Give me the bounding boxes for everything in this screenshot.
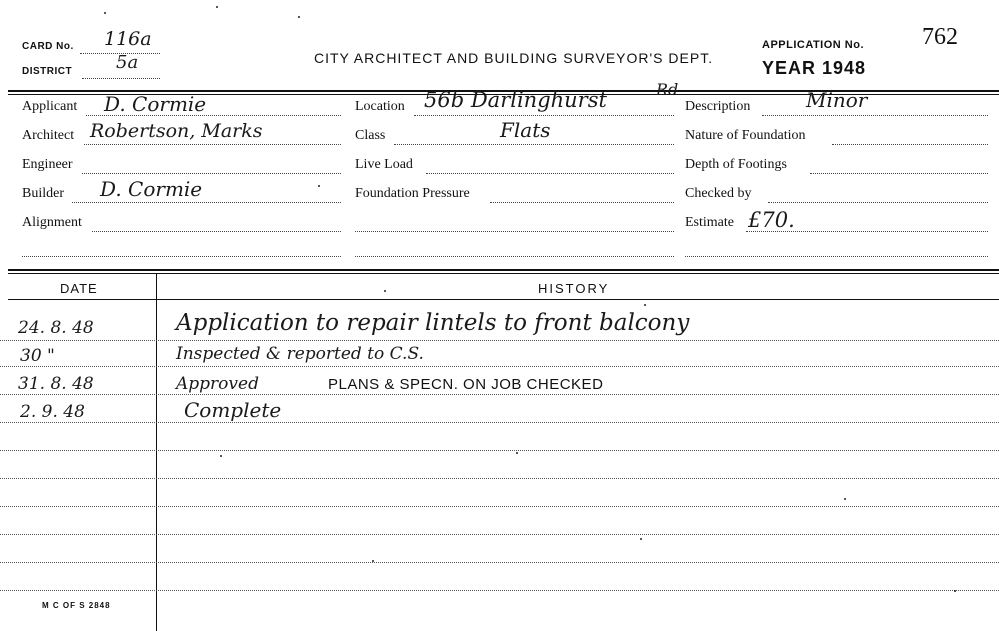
alignment-label: Alignment [22, 215, 82, 230]
estimate-label: Estimate [685, 215, 734, 230]
checked-by-line [768, 202, 988, 203]
ruled-line [0, 340, 999, 341]
location-extra: Rd [656, 80, 679, 99]
col2-extra-line-2 [355, 256, 674, 257]
row-4-date: 2. 9. 48 [20, 402, 85, 422]
foundation-pressure-line [490, 202, 674, 203]
form-code: M C OF S 2848 [42, 601, 111, 610]
class-label: Class [355, 128, 386, 143]
row-3-date: 31. 8. 48 [18, 374, 94, 394]
ruled-line [0, 562, 999, 563]
col3-extra-line [685, 256, 988, 257]
ruled-line [0, 394, 999, 395]
plans-checked-stamp: PLANS & SPECN. ON JOB CHECKED [328, 376, 604, 393]
scan-speck [216, 6, 218, 8]
ruled-line [0, 478, 999, 479]
application-number-value: 762 [922, 24, 958, 50]
district-value: 5a [116, 52, 139, 73]
row-2-date: 30 " [20, 346, 55, 366]
description-line [762, 115, 988, 116]
ruled-line [0, 450, 999, 451]
scan-speck [384, 290, 386, 292]
scan-speck [104, 12, 106, 14]
row-1-history: Application to repair lintels to front balcony [176, 310, 690, 336]
architect-label: Architect [22, 128, 75, 143]
architect-value: Robertson, Marks [90, 120, 263, 142]
alignment-line [92, 231, 341, 232]
live-load-label: Live Load [355, 157, 413, 172]
class-value: Flats [500, 118, 551, 142]
date-column-header: DATE [60, 281, 98, 296]
architect-line [84, 144, 341, 145]
checked-by-label: Checked by [685, 186, 752, 201]
location-label: Location [355, 99, 405, 114]
card-number-value: 116a [104, 28, 152, 50]
ruled-line [0, 366, 999, 367]
applicant-value: D. Cormie [104, 92, 207, 116]
applicant-label: Applicant [22, 99, 78, 114]
col2-extra-line-1 [355, 231, 674, 232]
scan-speck [318, 185, 320, 187]
engineer-line [82, 173, 341, 174]
class-line [394, 144, 674, 145]
scan-speck [954, 590, 956, 592]
scan-speck [372, 560, 374, 562]
builder-line [72, 202, 341, 203]
scan-speck [644, 304, 646, 306]
row-3-history: Approved [176, 374, 259, 394]
row-4-history: Complete [184, 398, 282, 422]
ruled-line [0, 534, 999, 535]
scan-speck [640, 538, 642, 540]
scan-speck [298, 16, 300, 18]
estimate-value: £70. [748, 208, 795, 232]
engineer-label: Engineer [22, 157, 73, 172]
description-value: Minor [806, 88, 868, 112]
foundation-pressure-label: Foundation Pressure [355, 186, 470, 201]
location-line [414, 115, 674, 116]
scan-speck [844, 498, 846, 500]
builder-value: D. Cormie [100, 177, 203, 201]
department-title: CITY ARCHITECT AND BUILDING SURVEYOR'S DEPT. [314, 50, 714, 66]
table-top-rule [8, 269, 999, 271]
nature-of-foundation-label: Nature of Foundation [685, 128, 806, 143]
ruled-line [0, 422, 999, 423]
depth-of-footings-line [810, 173, 988, 174]
district-label: DISTRICT [22, 66, 73, 77]
ruled-line [0, 506, 999, 507]
district-line [82, 78, 160, 79]
live-load-line [426, 173, 674, 174]
ruled-line [0, 590, 999, 591]
scan-speck [220, 455, 222, 457]
row-2-history: Inspected & reported to C.S. [176, 344, 424, 364]
card-number-label: CARD No. [22, 41, 74, 52]
description-label: Description [685, 99, 751, 114]
depth-of-footings-label: Depth of Footings [685, 157, 787, 172]
location-value: 56b Darlinghurst [424, 88, 607, 112]
row-1-date: 24. 8. 48 [18, 318, 94, 338]
application-number-label: APPLICATION No. [762, 39, 865, 51]
nature-of-foundation-line [832, 144, 988, 145]
scan-speck [516, 452, 518, 454]
year-label: YEAR 1948 [762, 58, 867, 78]
date-history-divider [156, 274, 157, 631]
history-column-header: HISTORY [538, 281, 610, 296]
col1-extra-line [22, 256, 341, 257]
builder-label: Builder [22, 186, 64, 201]
